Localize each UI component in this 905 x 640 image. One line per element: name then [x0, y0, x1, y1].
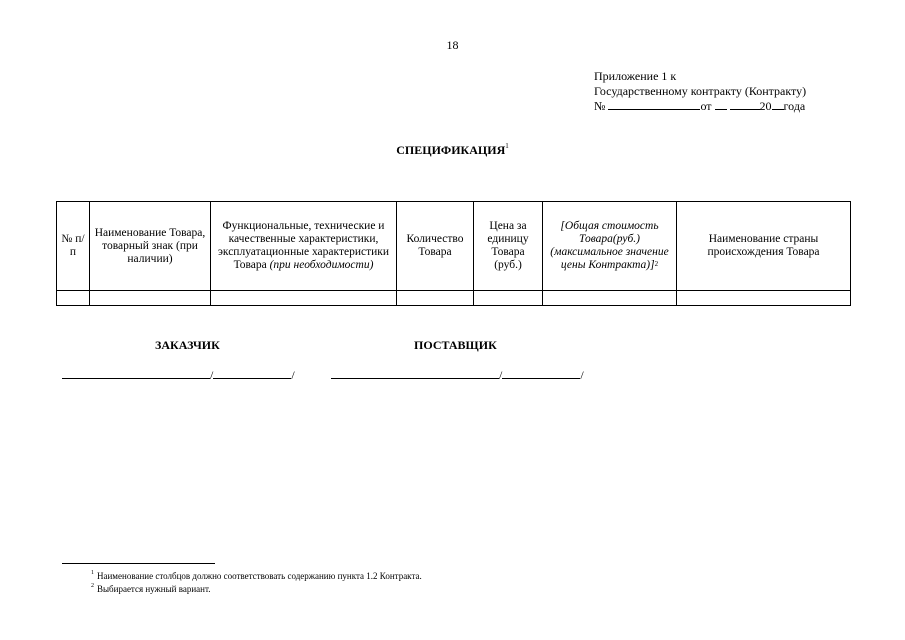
footnote-1 — [91, 571, 422, 581]
supplier-signature-line — [331, 367, 584, 383]
customer-label: ЗАКАЗЧИК — [155, 338, 220, 352]
footnote-2 — [91, 584, 210, 594]
contract-number-blank — [608, 98, 700, 110]
appendix-block — [594, 69, 806, 114]
table-cell — [543, 291, 677, 306]
contract-year-blank — [772, 98, 784, 110]
contract-year-prefix: 20 — [759, 99, 772, 113]
customer-signature-end: / — [291, 368, 295, 382]
table-cell — [474, 291, 543, 306]
header-unit-price: Цена за единицу Товара (руб.) — [474, 202, 543, 291]
table-cell — [90, 291, 211, 306]
contract-date-from-label: от — [700, 99, 712, 113]
header-origin-country: Наименование страны происхождения Товара — [677, 202, 851, 291]
header-total-cost-footnote-ref: 2 — [654, 260, 659, 268]
header-total-cost-text: [Общая стоимость Товара(руб.) (максимальное значение цены Контракта)] — [550, 220, 669, 271]
header-characteristics-text: Функциональные, технические и качественные характеристики, эксплуатационные характеристики Товара — [217, 220, 390, 271]
title-text: СПЕЦИФИКАЦИЯ — [396, 143, 506, 157]
footnote-separator — [62, 563, 215, 564]
page-number: 18 — [446, 38, 459, 52]
supplier-name-blank — [502, 367, 580, 379]
specification-table — [56, 201, 851, 306]
contract-year-suffix: года — [783, 99, 806, 113]
header-product-name: Наименование Товара, товарный знак (при наличии) — [90, 202, 211, 291]
table-row — [57, 291, 851, 306]
header-quantity: Количество Товара — [397, 202, 474, 291]
customer-signature-separator: / — [210, 368, 214, 382]
appendix-line-3 — [594, 98, 806, 114]
customer-signature-line — [62, 367, 295, 383]
table-cell — [211, 291, 397, 306]
supplier-label: ПОСТАВЩИК — [414, 338, 497, 352]
supplier-signature-blank — [331, 367, 499, 379]
footnote-2-number: 2 — [91, 583, 94, 589]
contract-month-blank — [730, 98, 760, 110]
document-title — [0, 143, 905, 158]
table-header-row — [57, 202, 851, 291]
table-cell — [677, 291, 851, 306]
header-number: № п/п — [57, 202, 90, 291]
table-cell — [57, 291, 90, 306]
footnote-1-number: 1 — [91, 570, 94, 576]
header-characteristics-italic: (при необходимости) — [269, 259, 374, 271]
footnote-2-text: Выбирается нужный вариант. — [97, 584, 211, 594]
appendix-line-1: Приложение 1 к — [594, 69, 677, 83]
customer-name-blank — [213, 367, 291, 379]
header-total-cost — [543, 202, 677, 291]
customer-signature-blank — [62, 367, 210, 379]
footnote-1-text: Наименование столбцов должно соответствовать содержанию пункта 1.2 Контракта. — [97, 571, 422, 581]
table-cell — [397, 291, 474, 306]
supplier-signature-end: / — [580, 368, 584, 382]
header-characteristics — [211, 202, 397, 291]
contract-number-label: № — [594, 99, 606, 113]
supplier-signature-separator: / — [499, 368, 503, 382]
contract-day-blank — [715, 98, 727, 110]
title-footnote-ref: 1 — [505, 142, 509, 150]
appendix-line-2: Государственному контракту (Контракту) — [594, 83, 807, 98]
